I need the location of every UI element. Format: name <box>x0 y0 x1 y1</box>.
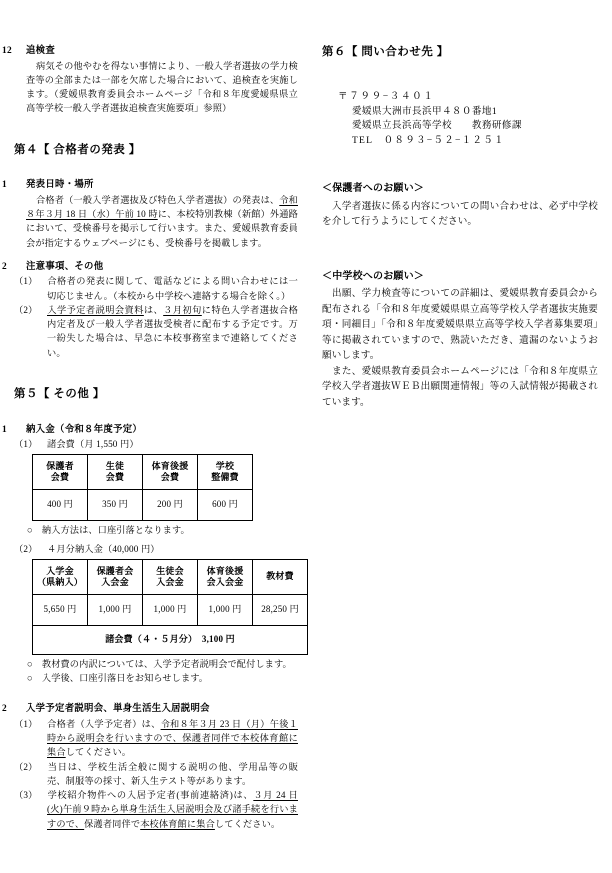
briefing-datetime: 令和８年３月 23 日（月）午後１時から説明会を行いますので、保護者同伴で <box>47 718 298 744</box>
section-5-item-2-title: 2 入学予定者説明会、単身生活生入居説明会 <box>2 704 210 715</box>
address-line-1: 愛媛県大洲市長浜甲４８０番地1 <box>352 105 498 117</box>
section-4-item-2-title: 2 注意事項、その他 <box>2 261 104 272</box>
table-row <box>33 625 308 654</box>
table-header-cell: 生徒 会費 <box>88 455 143 490</box>
briefing-location: 本校体育館に集合 <box>47 733 298 758</box>
spacer <box>14 687 298 702</box>
section-5-item-1-title: 1 納入金（令和８年度予定） <box>2 424 143 435</box>
fee-table-1 <box>32 454 253 521</box>
section-5-item-1 <box>2 423 299 686</box>
section-5-item-2 <box>2 702 299 831</box>
address-line-2: 愛媛県立長浜高等学校 教務研修課 <box>352 120 522 132</box>
distribution-period: ３月初旬 <box>163 304 202 315</box>
left-column <box>2 44 306 873</box>
announcement-datetime: 令和８年３月 18 日（水）午前 10 時 <box>26 194 298 220</box>
table-header-cell: 生徒会 入会金 <box>143 559 198 594</box>
request-to-guardians-heading: ＜保護者へのお願い＞ <box>322 183 424 195</box>
table-row <box>33 455 253 490</box>
table-cell: 400 円 <box>33 490 88 521</box>
table-header-cell: 体育後援 会費 <box>143 455 198 490</box>
spacer <box>322 149 598 173</box>
table-cell: 28,250 円 <box>253 594 308 625</box>
fee-note-2: ○ 教材費の内訳については、入学予定者説明会で配付します。 <box>27 658 292 669</box>
table-header-cell: 体育後援 会入会金 <box>198 559 253 594</box>
table-cell: 1,000 円 <box>88 594 143 625</box>
fee-note-1: ○ 納入方法は、口座引落となります。 <box>27 525 190 536</box>
section-4-item-2-sub-2: （2） 入学予定者説明会資料は、３月初旬に特色入学者選抜合格内定者及び一般入学者選抜受検者に配布する予定です。万一紛失した場合は、早急に本校事務室まで連絡してください。 <box>14 304 299 358</box>
table-header-cell: 保護者 会費 <box>33 455 88 490</box>
section-4-heading: 第４【 合格者の発表 】 <box>14 143 141 156</box>
section-4-item-1 <box>2 178 298 250</box>
request-to-guardians-body: 入学者選抜に係る内容についての問い合わせは、必ず中学校を介して行うようにしてください。 <box>322 200 598 228</box>
request-to-junior-high-schools <box>322 269 598 411</box>
telephone-number: TEL ０８９３−５２−１２５１ <box>352 135 505 147</box>
residence-briefing-location: 本校体育館に集合 <box>140 818 215 829</box>
spacer <box>322 66 598 90</box>
request-to-schools-body-2: また、愛媛県教育委員会ホームページには「令和８年度県立学校入学者選抜ＷＥＢ出願関連情報」等の入試情報が掲載されています。 <box>322 365 598 408</box>
section-6-heading: 第６【 問い合わせ先 】 <box>322 46 449 58</box>
item-12-supplementary-exam <box>2 44 298 116</box>
spacer <box>322 230 598 254</box>
section-4-item-1-title: 1 発表日時・場所 <box>2 180 94 191</box>
item-12-number: 12 <box>2 46 12 56</box>
table-row <box>33 594 308 625</box>
section-5-item-2-sub-1: （1） 合格者（入学予定者）は、令和８年３月 23 日（月）午後１時から説明会を行いますので、保護者同伴で本校体育館に集合してください。 <box>14 718 298 758</box>
spacer <box>14 163 298 178</box>
spacer <box>14 118 298 142</box>
section-4-item-1-body: 合格者（一般入学者選抜及び特色入学者選抜）の発表は、令和８年３月 18 日（水）午前 10 時に、本校特別教棟（新館）外通路において、受検番号を掲示して行います。また、愛媛県教育委員会が指定するウェブページにも、受検番号を掲載します。 <box>26 194 298 248</box>
spacer <box>14 362 298 386</box>
table-header-cell: 保護者会 入会金 <box>88 559 143 594</box>
table-cell: 5,650 円 <box>33 594 88 625</box>
table-header-cell: 教材費 <box>253 559 308 594</box>
request-to-schools-body-1: 出願、学力検査等についての詳細は、愛媛県教育委員会から配布される「令和８年度愛媛県県立高等学校入学者選抜実施要項・同細目」「令和８年度愛媛県県立高等学校入学者募集要項」等に掲載されていますので、熟読いただき、遺漏のないようお願いします。 <box>322 288 598 362</box>
table-row <box>33 490 253 521</box>
fee-table-1-caption: （1） 諸会費（月 1,550 円） <box>14 439 139 450</box>
request-to-guardians <box>322 181 598 230</box>
table-cell: 350 円 <box>88 490 143 521</box>
spacer <box>14 408 298 423</box>
fee-note-3: ○ 入学後、口座引落日をお知らせします。 <box>27 673 209 684</box>
residence-briefing-name: 単身生活生入居説明会及び諸手続を行いますので、 <box>47 804 299 829</box>
table-row <box>33 559 308 594</box>
spacer <box>14 252 298 260</box>
request-to-schools-heading: ＜中学校へのお願い＞ <box>322 270 424 282</box>
residence-briefing-datetime: ３月 24 日(火)午前９時から <box>47 790 298 815</box>
table-header-cell: 学校 整備費 <box>198 455 253 490</box>
briefing-material-label: 入学予定者説明会資料 <box>47 304 144 315</box>
table-cell: 1,000 円 <box>198 594 253 625</box>
section-4-item-2 <box>2 260 299 360</box>
table-cell: 200 円 <box>143 490 198 521</box>
table-header-cell: 入学金 （県納入） <box>33 559 88 594</box>
fee-table-2-wrap <box>14 559 298 655</box>
right-column <box>306 44 598 873</box>
item-12-body: 病気その他やむを得ない事情により、一般入学者選抜の学力検査等の全部または一部を欠席した場合において、追検査を実施します。（愛媛県教育委員会ホームページ「令和８年度愛媛県県立高等学校一般入学者選抜追検査実施要項」参照） <box>26 60 298 114</box>
contact-address-block <box>322 90 598 149</box>
section-5-heading: 第５【 その他 】 <box>14 387 105 400</box>
table-cell: 600 円 <box>198 490 253 521</box>
spacer <box>322 254 598 269</box>
section-5-item-2-sub-3: （3） 学校紹介物件への入居予定者(事前連絡済)は、３月 24 日(火)午前９時から単身生活生入居説明会及び諸手続を行いますので、保護者同伴で本校体育館に集合してください。 <box>14 790 299 829</box>
fee-table-2 <box>32 559 308 655</box>
table-cell: 1,000 円 <box>143 594 198 625</box>
section-4-item-2-sub-1: （1） 合格者の発表に関して、電話などによる問い合わせには一切応じません。（本校から中学校へ連絡する場合を除く。） <box>14 276 298 301</box>
item-12-title: 12 追検査 <box>14 44 298 59</box>
postal-code: 〒７９９−３４０１ <box>338 90 435 102</box>
spacer <box>322 173 598 181</box>
section-5-item-2-sub-2: （2） 当日は、学校生活全般に関する説明の他、学用品等の販売、制服等の採寸、新入生テスト等があります。 <box>14 761 298 786</box>
fee-table-2-caption: （2） ４月分納入金（40,000 円） <box>14 543 160 554</box>
fee-table-1-wrap <box>14 454 298 521</box>
table-footer-cell: 諸会費（４・５月分） 3,100 円 <box>33 625 308 654</box>
